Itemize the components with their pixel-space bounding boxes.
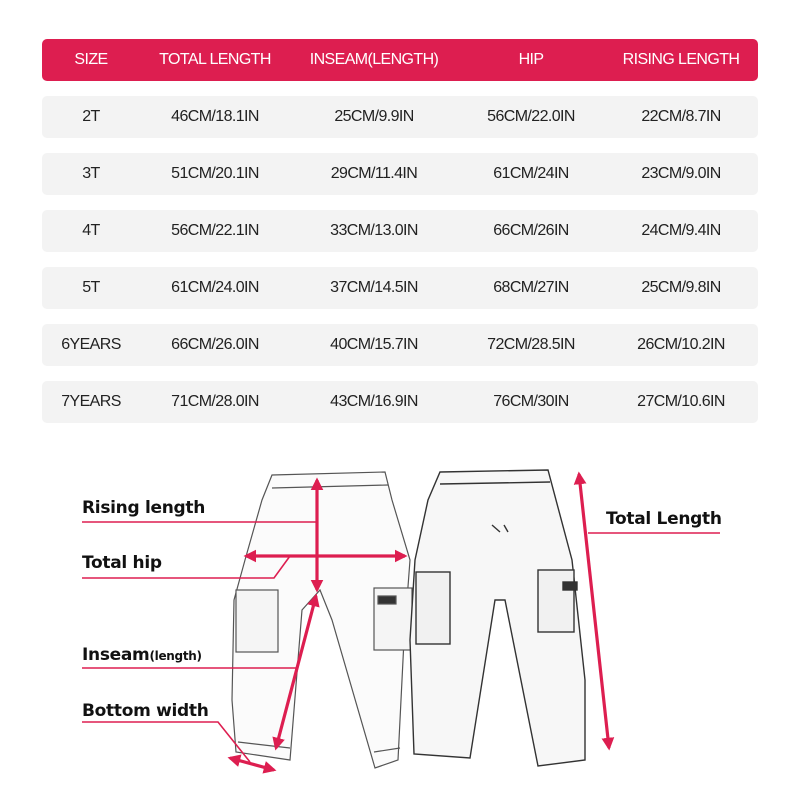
front-pants-icon <box>232 472 412 768</box>
inseam-cell: 43CM/16.9IN <box>330 393 418 410</box>
total-length-cell: 51CM/20.1IN <box>171 165 259 182</box>
bottom-width-label: Bottom width <box>82 701 209 721</box>
rising-length-cell: 27CM/10.6IN <box>637 393 725 410</box>
column-header-hip: HIP <box>518 51 544 68</box>
inseam-cell: 37CM/14.5IN <box>330 279 418 296</box>
size-cell: 7YEARS <box>61 393 121 410</box>
inseam-label <box>82 645 202 665</box>
table-row <box>42 324 758 366</box>
inseam-label-sub: (length) <box>149 649 202 663</box>
total-length-cell: 71CM/28.0IN <box>171 393 259 410</box>
column-header-size: SIZE <box>74 51 108 68</box>
back-pants-icon <box>410 470 585 766</box>
size-cell: 6YEARS <box>61 336 121 353</box>
hip-cell: 72CM/28.5IN <box>487 336 575 353</box>
size-cell: 4T <box>82 222 100 239</box>
total-length-cell: 61CM/24.0IN <box>171 279 259 296</box>
rising-length-cell: 22CM/8.7IN <box>641 108 721 125</box>
inseam-label-main: Inseam <box>82 645 150 665</box>
table-header <box>42 39 758 81</box>
table-row <box>42 210 758 252</box>
rising-length-cell: 25CM/9.8IN <box>641 279 721 296</box>
inseam-cell: 25CM/9.9IN <box>334 108 414 125</box>
measurement-diagram <box>0 455 800 800</box>
inseam-cell: 33CM/13.0IN <box>330 222 418 239</box>
column-header-rising-length: RISING LENGTH <box>622 51 740 68</box>
hip-cell: 68CM/27IN <box>493 279 569 296</box>
total-length-label: Total Length <box>606 509 722 529</box>
rising-length-cell: 26CM/10.2IN <box>637 336 725 353</box>
column-header-inseam: INSEAM(LENGTH) <box>309 51 439 68</box>
table-row <box>42 96 758 138</box>
table-row <box>42 153 758 195</box>
hip-cell: 76CM/30IN <box>493 393 569 410</box>
inseam-cell: 40CM/15.7IN <box>330 336 418 353</box>
hip-cell: 66CM/26IN <box>493 222 569 239</box>
inseam-cell: 29CM/11.4IN <box>330 165 418 182</box>
total-length-cell: 56CM/22.1IN <box>171 222 259 239</box>
size-cell: 2T <box>82 108 100 125</box>
table-row <box>42 267 758 309</box>
total-length-cell: 46CM/18.1IN <box>171 108 259 125</box>
column-header-total-length: TOTAL LENGTH <box>159 51 271 68</box>
rising-length-cell: 24CM/9.4IN <box>641 222 721 239</box>
size-cell: 3T <box>82 165 100 182</box>
size-chart-table <box>42 39 758 438</box>
hip-cell: 61CM/24IN <box>493 165 569 182</box>
table-row <box>42 381 758 423</box>
bottom-width-arrow <box>230 758 274 770</box>
total-length-cell: 66CM/26.0IN <box>171 336 259 353</box>
size-cell: 5T <box>82 279 100 296</box>
rising-length-label: Rising length <box>82 498 206 518</box>
total-hip-label: Total hip <box>82 553 162 573</box>
hip-cell: 56CM/22.0IN <box>487 108 575 125</box>
rising-length-cell: 23CM/9.0IN <box>641 165 721 182</box>
